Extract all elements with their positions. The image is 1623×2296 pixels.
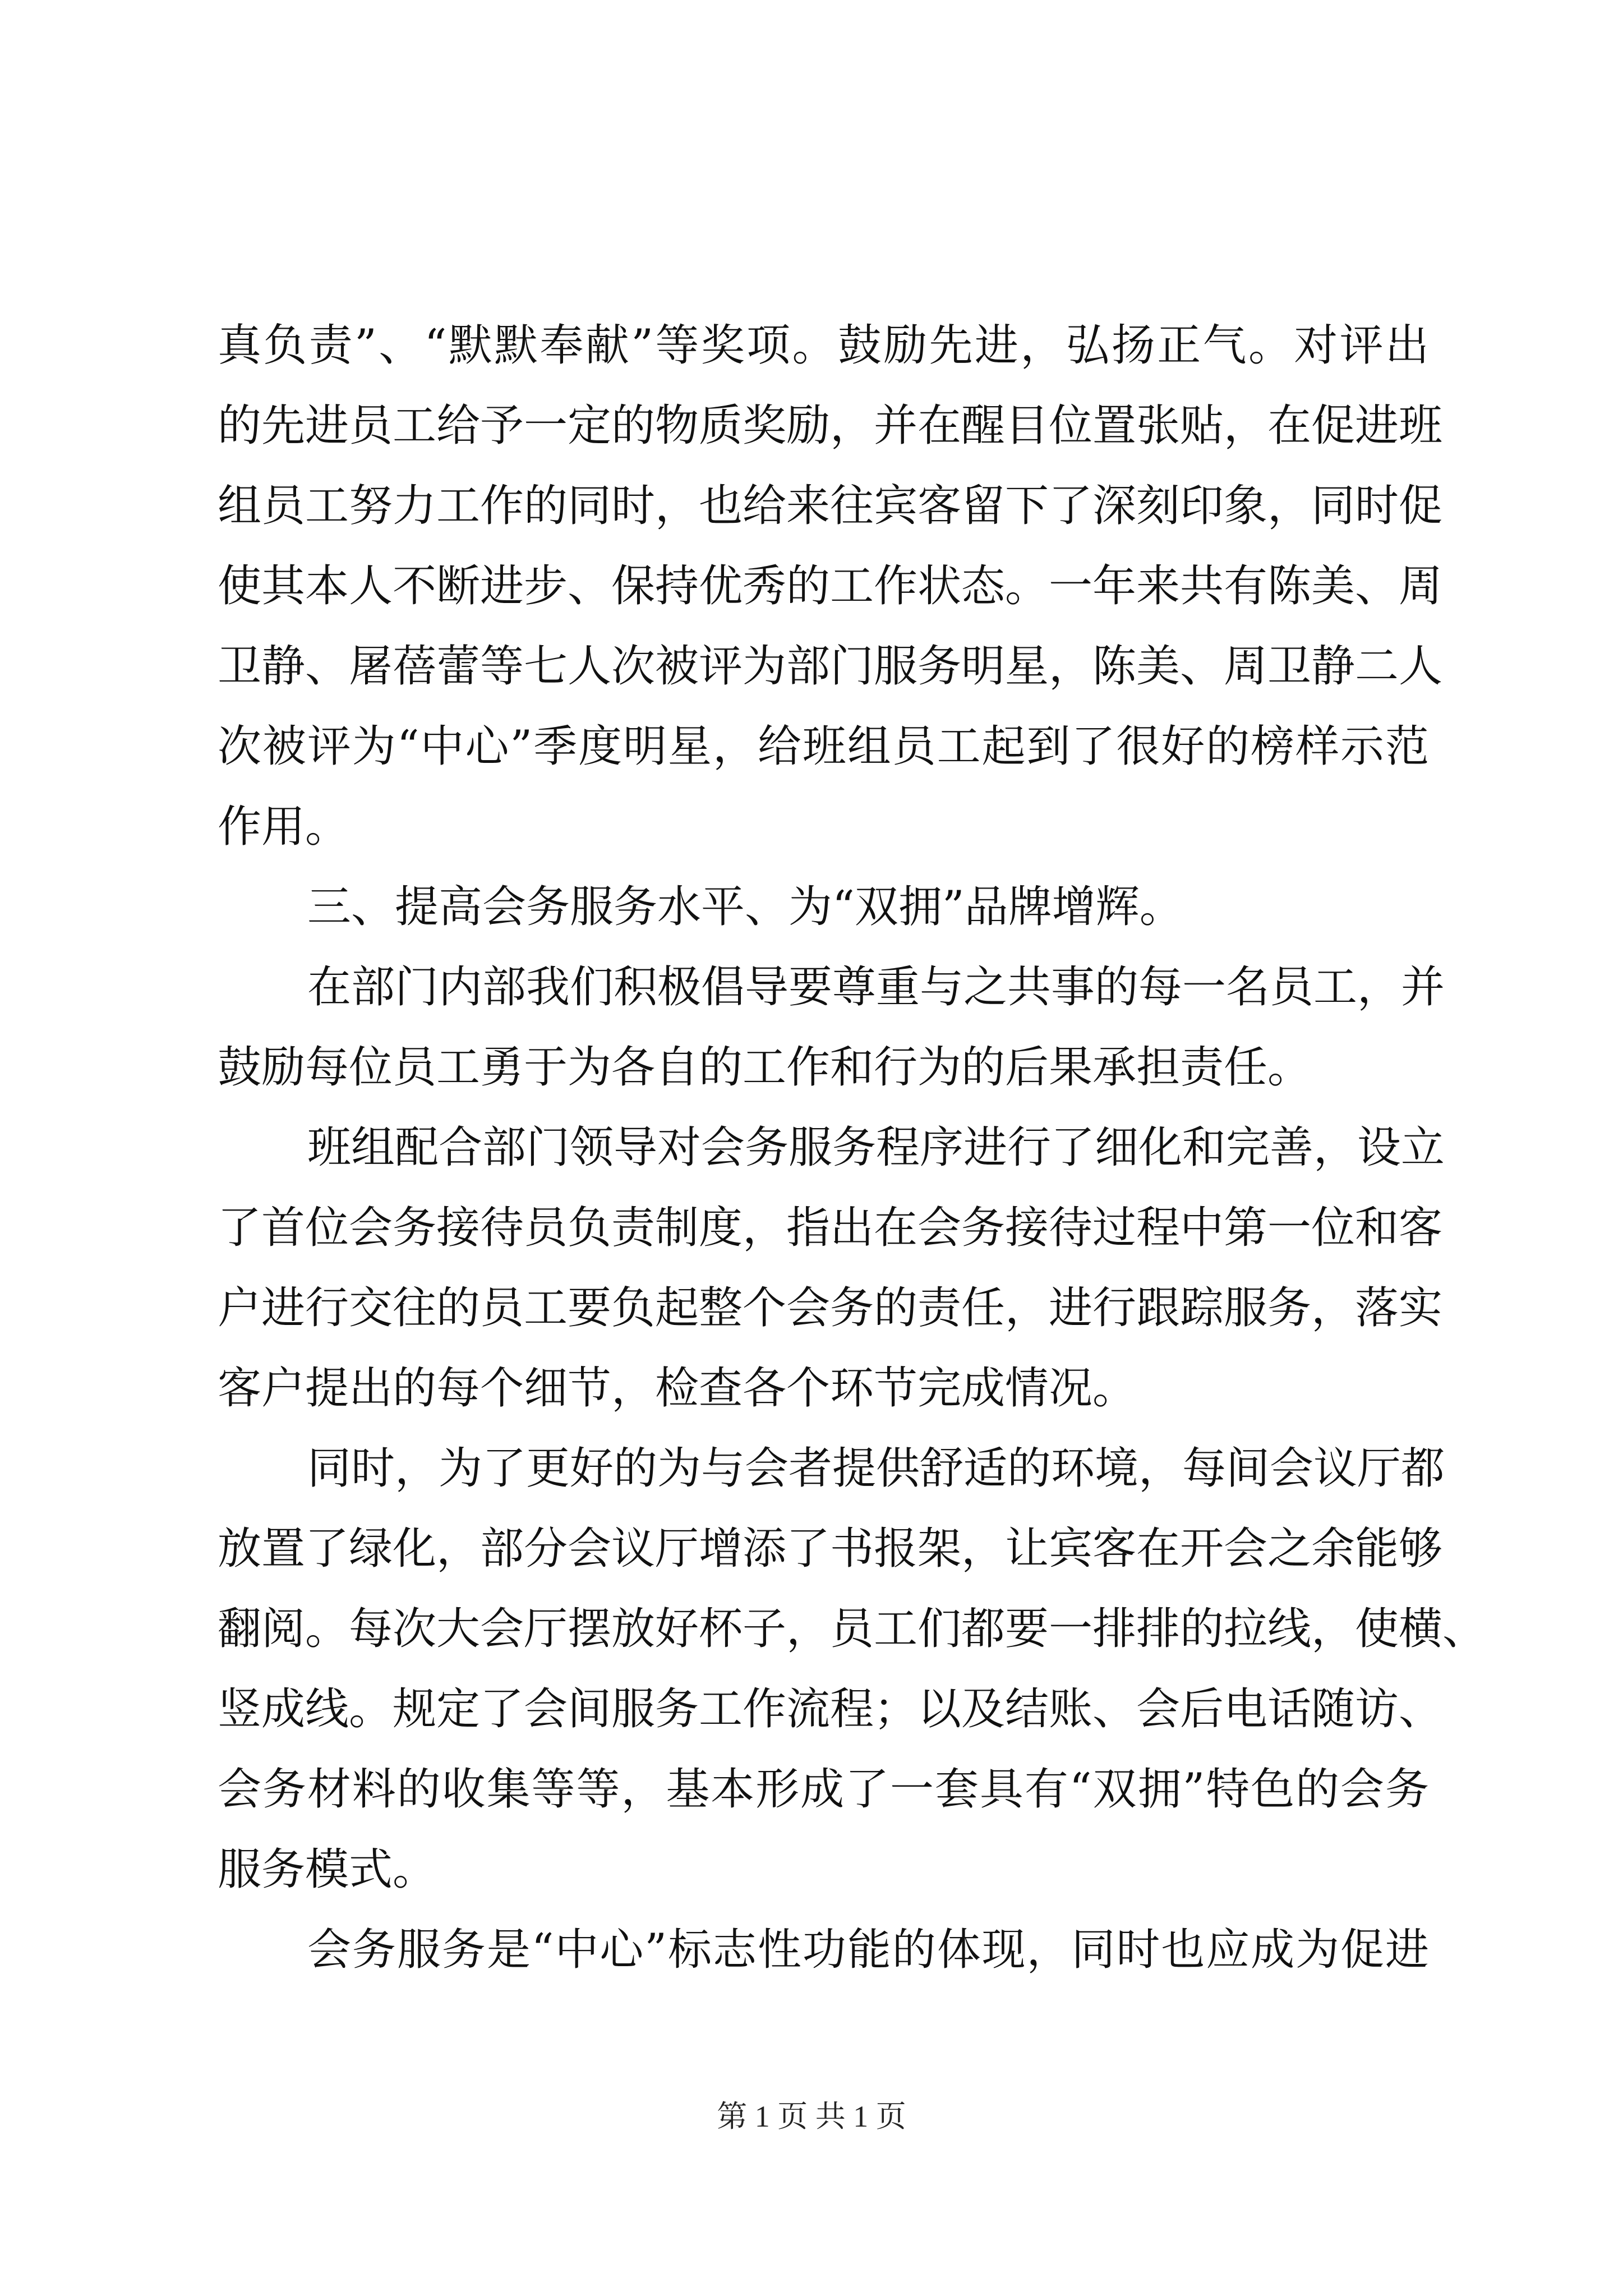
text-line: 鼓励每位员工勇于为各自的工作和行为的后果承担责任。	[218, 1042, 1312, 1093]
text-line: 作用。	[218, 802, 349, 852]
text-line: 班组配合部门领导对会务服务程序进行了细化和完善，设立	[307, 1122, 1445, 1173]
document-body	[218, 306, 1487, 1990]
text-line: 会务材料的收集等等，基本形成了一套具有“双拥”特色的会务	[218, 1764, 1429, 1815]
text-line: 翻阅。每次大会厅摆放好杯子，员工们都要一排排的拉线，使横、	[218, 1604, 1487, 1654]
text-line: 使其本人不断进步、保持优秀的工作状态。一年来共有陈美、周	[218, 561, 1443, 611]
text-line: 组员工努力工作的同时，也给来往宾客留下了深刻印象，同时促	[218, 481, 1443, 531]
text-line: 卫静、屠蓓蕾等七人次被评为部门服务明星，陈美、周卫静二人	[218, 641, 1443, 692]
text-line: 真负责”、“默默奉献”等奖项。鼓励先进，弘扬正气。对评出	[218, 320, 1429, 371]
text-line: 放置了绿化，部分会议厅增添了书报架，让宾客在开会之余能够	[218, 1524, 1443, 1574]
text-line: 会务服务是“中心”标志性功能的体现，同时也应成为促进	[307, 1925, 1429, 1975]
text-line: 次被评为“中心”季度明星，给班组员工起到了很好的榜样示范	[218, 721, 1429, 772]
page-footer: 第 1 页 共 1 页	[717, 2100, 906, 2133]
text-line: 了首位会务接待员负责制度，指出在会务接待过程中第一位和客	[218, 1203, 1443, 1253]
section-heading: 三、提高会务服务水平、为“双拥”品牌增辉。	[307, 882, 1183, 932]
text-line: 客户提出的每个细节，检查各个环节完成情况。	[218, 1363, 1137, 1414]
text-line: 服务模式。	[218, 1844, 437, 1895]
text-line: 同时，为了更好的为与会者提供舒适的环境，每间会议厅都	[307, 1443, 1445, 1494]
text-line: 竖成线。规定了会间服务工作流程；以及结账、会后电话随访、	[218, 1684, 1443, 1734]
text-line: 户进行交往的员工要负起整个会务的责任，进行跟踪服务，落实	[218, 1283, 1443, 1333]
text-line: 的先进员工给予一定的物质奖励，并在醒目位置张贴，在促进班	[218, 401, 1443, 451]
text-line: 在部门内部我们积极倡导要尊重与之共事的每一名员工，并	[307, 962, 1445, 1013]
